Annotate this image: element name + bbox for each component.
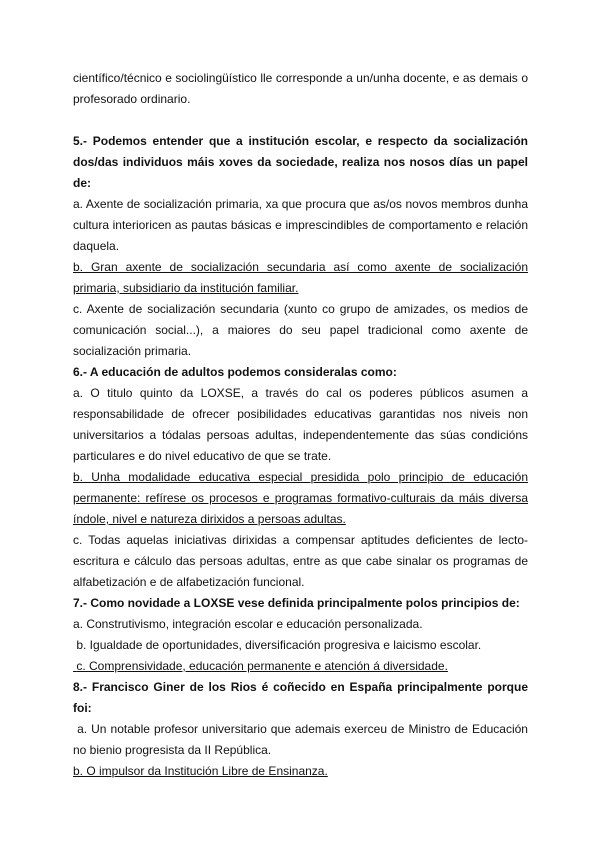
- intro-paragraph: científico/técnico e sociolingüístico lle corresponde a un/unha docente, e as demais o profesorado ordinario.: [73, 71, 528, 106]
- question-6: 6.- A educación de adultos podemos consideralas como:: [73, 365, 397, 379]
- q7-option-c: c. Comprensividade, educación permanente e atención á diversidade.: [73, 659, 448, 673]
- q7-option-b: b. Igualdade de oportunidades, diversificación progresiva e laicismo escolar.: [73, 638, 482, 652]
- document-body: [73, 68, 532, 782]
- q6-option-c: c. Todas aquelas iniciativas dirixidas a compensar aptitudes deficientes de lecto-escritura e cálculo das persoas adultas, entre as que cabe sinalar os programas de alfabetización e de alfabetización funcional.: [73, 533, 528, 589]
- question-8: 8.- Francisco Giner de los Rios é coñecido en España principalmente porque foi:: [73, 680, 528, 715]
- q8-option-b: b. O impulsor da Institución Libre de Ensinanza.: [73, 764, 328, 778]
- spacer: [73, 110, 528, 131]
- q7-option-a: a. Construtivismo, integración escolar e educación personalizada.: [73, 617, 423, 631]
- q5-option-b: b. Gran axente de socialización secundaria así como axente de socialización primaria, subsidiario da institución familiar.: [73, 260, 528, 295]
- q5-option-c: c. Axente de socialización secundaria (xunto co grupo de amizades, os medios de comunicación social...), a maiores do seu papel tradicional como axente de socialización primaria.: [73, 302, 528, 358]
- question-7: 7.- Como novidade a LOXSE vese definida principalmente polos principios de:: [73, 596, 520, 610]
- question-5: 5.- Podemos entender que a institución escolar, e respecto da socialización dos/das individuos máis xoves da sociedade, realiza nos nosos días un papel de:: [73, 134, 528, 190]
- q5-option-a: a. Axente de socialización primaria, xa que procura que as/os novos membros dunha cultura interioricen as pautas básicas e imprescindibles de comportamento e relación daquela.: [73, 197, 528, 253]
- q6-option-a: a. O titulo quinto da LOXSE, a través do cal os poderes públicos asumen a responsabilidade de ofrecer posibilidades educativas garantidas nos niveis non universitarios a tódalas persoas adultas, independentemente das súas condicións particulares e do nivel educativo de que se trate.: [73, 386, 528, 463]
- q8-option-a: a. Un notable profesor universitario que ademais exerceu de Ministro de Educación no bienio progresista da II República.: [73, 722, 532, 757]
- q6-option-b: b. Unha modalidade educativa especial presidida polo principio de educación permanente: refírese os procesos e programas formativo-culturais da máis diversa índole, nivel e natureza dirixidos a persoas adultas.: [73, 470, 528, 526]
